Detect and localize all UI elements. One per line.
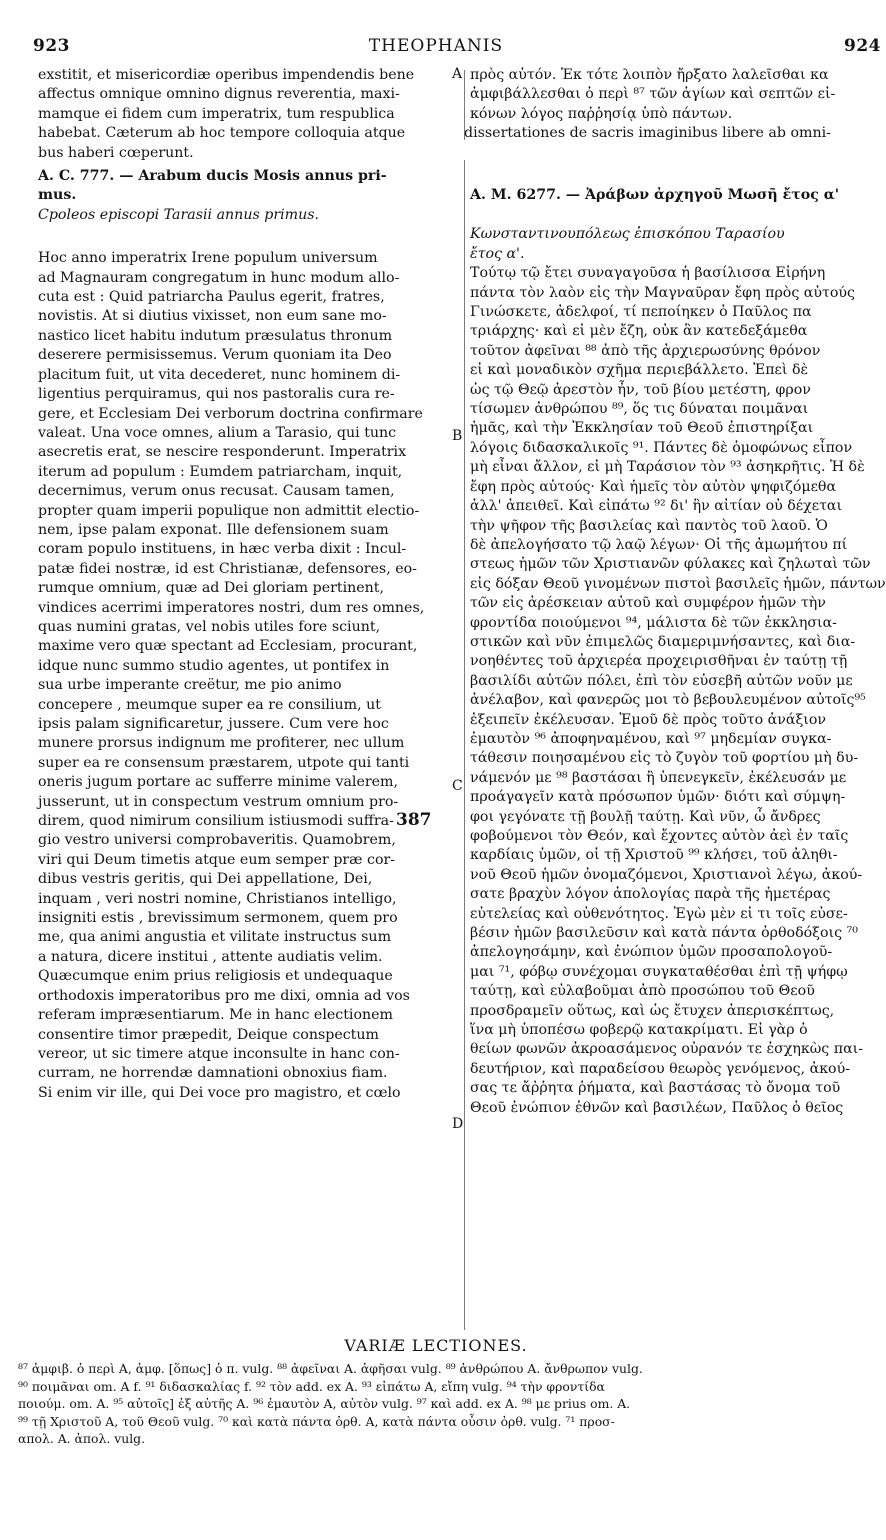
variant-readings [18,1360,872,1448]
latin-body-line: a natura, dicere institui , attente audiatis velim. [38,948,383,965]
latin-body-line: munere prorsus indignum me profiterer, nec ullum [38,735,405,752]
latin-body-line: nem, ipse palam exponat. Ille defensionem suam [38,521,389,538]
greek-body-line: ἐμαυτὸν ⁹⁶ ἀποφηναμένου, καὶ ⁹⁷ μηδεμίαν συγκα- [470,730,832,747]
margin-marker-d: D [452,1116,464,1132]
latin-line: habebat. Cæterum ab hoc tempore colloquia atque [38,125,406,142]
greek-body-line: τοῦτον ἀφεῖναι ⁸⁸ ἀπὸ τῆς ἀρχιερωσύνης θρόνον [470,342,821,359]
greek-line: ἀμφιβάλλεσθαι ὁ περὶ ⁸⁷ τῶν ἁγίων καὶ σεπτῶν εἰ- [470,86,836,103]
latin-body-line: maxime vero quæ spectant ad Ecclesiam, procurant, [38,638,418,655]
latin-body-line: me, qua animi angustia et vilitate instructus sum [38,929,392,946]
greek-body-line: δὲ ἀπελογήσατο τῷ λαῷ λέγων· Οἱ τῆς ἀμωμήτου πί [470,536,848,553]
greek-body-line: τριάρχης· καὶ εἰ μὲν ἔζη, οὐκ ἂν κατεδεξάμεθα [470,323,808,340]
greek-body-line: βέσιν ἡμῶν βασιλεῦσιν καὶ κατὰ πάντα ὀρθοδόξοις ⁷⁰ [470,925,858,942]
latin-line: bus haberi cœperunt. [38,144,194,161]
latin-year-heading-cont: mus. [38,187,77,204]
greek-body-line: νοηθέντες τοῦ ἀρχιερέα προχειρισθῆναι ἐν ταύτῃ τῇ [470,653,848,670]
greek-body-line: μαι ⁷¹, φόβῳ συνέχομαι συγκαταθέσθαι ἐπὶ τῇ ψήφῳ [470,963,848,980]
latin-line: affectus omnique omnino dignus reverentia, maxi- [38,86,400,103]
latin-body-line: curram, ne horrendæ damnationi obnoxius fiam. [38,1065,388,1082]
greek-body-line: νοῦ Θεοῦ ἡμῶν ὀνομαζόμενοι, Χριστιανοὶ λέγω, ἀκού- [470,866,863,883]
greek-body-line: ὡς τῷ Θεῷ ἀρεστὸν ἦν, τοῦ βίου μετέστη, φρον [470,381,811,398]
greek-body-line: δευτήριον, καὶ παραδείσου θεωρὸς γενόμενος, ἀκού- [470,1060,851,1077]
page-header [0,36,881,58]
full-width-line: dissertationes de sacris imaginibus libere ab omni- [464,125,831,141]
latin-body-line: Hoc anno imperatrix Irene populum universum [38,250,378,267]
greek-body-line: βασιλίδι αὐτῶν πόλει, ἐπὶ τὸν εὐσεβῆ αὐτῶν νοῦν με [470,672,853,689]
latin-body-line: concepere , meumque super ea re consilium, ut [38,696,381,713]
greek-body-line: μὴ εἶναι ἄλλον, εἰ μὴ Ταράσιον τὸν ⁹³ ἀσηκρῆτις. Ἡ δὲ [470,459,865,476]
greek-body-line: εἰ καὶ μοναδικὸν σχῆμα περιεβάλλετο. Ἐπεὶ δὲ [470,362,809,379]
greek-body-line: σας τε ἄῤῥητα ῥήματα, καὶ βαστάσας τὸ ὄνομα τοῦ [470,1080,841,1097]
variant-line: ποιούμ. om. A. ⁹⁵ αὐτοῖς] ἐξ αὐτῆς A. ⁹⁶ ἐμαυτὸν A, αὐτὸν vulg. ⁹⁷ καὶ add. ex A. ⁹⁸ με prius om. A. [18,1396,631,1411]
greek-body-line: ἀπελογησάμην, καὶ ἐνώπιον ὑμῶν προσαπολογοῦ- [470,944,833,961]
greek-body-line: θείων φωνῶν ἀκροασάμενος οὐρανόν τε ἐσχηκὼς παι- [470,1041,864,1058]
greek-line: κόνων λόγος παῤῥησίᾳ ὑπὸ πάντων. [470,105,733,122]
greek-body-line: ταύτῃ, καὶ εὐλαβοῦμαι ἀπὸ προσώπου τοῦ Θεοῦ [470,983,815,1000]
greek-body-line: ἐξειπεῖν ἐκέλευσαν. Ἐμοῦ δὲ πρὸς τοῦτο ἀνάξιον [470,711,826,728]
latin-body-line: referam impræsentiarum. Me in hanc electionem [38,1007,393,1024]
margin-marker-c: C [452,778,463,794]
latin-body-line: ad Magnauram congregatum in hunc modum allo- [38,269,400,286]
greek-episcopate-heading-cont: ἔτος α'. [470,245,525,262]
greek-body-line: ἀλλ' ἀπειθεῖ. Καὶ εἰπάτω ⁹² δι' ἣν αἰτίαν οὐ δέχεται [470,498,843,515]
latin-line: mamque ei fidem cum imperatrix, tum respublica [38,105,395,122]
greek-body-line: σατε βραχὺν λόγον ἀπολογίας παρὰ τῆς ἡμετέρας [470,886,831,903]
page-reference-number: 387 [396,810,432,830]
greek-body-line: προσδραμεῖν οὕτως, καὶ ὡς ἔτυχεν ἀπερισκέπτως, [470,1002,835,1019]
greek-body-line: Θεοῦ ἐνώπιον ἐθνῶν καὶ βασιλέων, Παῦλος ὁ θεῖος [470,1099,844,1116]
latin-body-line: vereor, ut sic timere atque inconsulte in hanc con- [38,1045,400,1062]
latin-body-line: jusserunt, ut in conspectum vestrum omnium pro- [38,793,399,810]
latin-episcopate-heading: Cpoleos episcopi Tarasii annus primus. [38,206,320,223]
left-page-number: 923 [33,36,70,56]
latin-body-line: cuta est : Quid patriarcha Paulus egerit, fratres, [38,289,385,306]
latin-body-line: patæ fidei nostræ, id est Christianæ, defensores, eo- [38,560,417,577]
latin-body-line: coram populo instituens, in hæc verba dixit : Incul- [38,541,407,558]
latin-body-line: inquam , veri nostri nomine, Christianos intelligo, [38,890,397,907]
variant-line: ⁸⁷ ἀμφιβ. ὁ περὶ A, ἀμφ. [ὅπως] ὁ π. vulg. ⁸⁸ ἀφεῖναι A. ἀφῆσαι vulg. ⁸⁹ ἀνθρώπου A. ἄνθρωπον vulg. [18,1361,643,1376]
latin-body-line: propter quam imperii populique non admittit electio- [38,502,420,519]
greek-body-line: τῶν εἰς ἀρέσκειαν αὐτοῦ καὶ συμφέρον ἡμῶν τὴν [470,595,826,612]
variant-line: απολ. A. ἀπολ. vulg. [18,1431,146,1446]
latin-body-line: asecretis erat, se nescire responderunt. Imperatrix [38,444,407,461]
greek-column-lower [470,182,886,1118]
greek-body-line: εἰς δόξαν Θεοῦ γινομένων πιστοὶ βασιλεῖς ἡμῶν, πάντων [470,575,886,592]
greek-body-line: εὐτελείας καὶ οὐθενότητος. Ἐγὼ μὲν εἰ τι τοῖς εὐσε- [470,905,848,922]
greek-body-line: πάντα τὸν λαὸν εἰς τὴν Μαγναῦραν ἔφη πρὸς αὐτούς [470,284,855,301]
greek-body-line: καρδίαις ὑμῶν, οἱ τῇ Χριστοῦ ⁹⁹ κλήσει, τοῦ ἀληθι- [470,847,838,864]
greek-year-heading: A. M. 6277. — Ἀράβων ἀρχηγοῦ Μωσῆ ἔτος α' [470,187,840,203]
latin-body-line: viri qui Deum timetis atque eum semper præ cor- [38,851,396,868]
latin-body-line: orthodoxis imperatoribus pro me dixi, omnia ad vos [38,987,410,1004]
greek-body-line: τάθεσιν ποιησαμένου εἰς τὸ ζυγὸν τοῦ φορτίου μὴ δυ- [470,750,859,767]
greek-body-line: φροντίδα ποιούμενοι ⁹⁴, μάλιστα δὲ τῶν ἐκκλησια- [470,614,837,631]
latin-body-line: idque nunc summo studio agentes, ut pontifex in [38,657,390,674]
latin-body-line: placitum fuit, ut vita decederet, nunc hominem di- [38,366,401,383]
greek-column [470,66,872,124]
variant-line: ⁹⁰ ποιμᾶναι om. A f. ⁹¹ διδασκαλίας f. ⁹² τὸν add. ex A. ⁹³ εἰπάτω A, εἴπη vulg. ⁹⁴ τὴν φροντίδα [18,1378,605,1394]
latin-body-line: nastico licet habitu indutum præsulatus thronum [38,327,393,344]
greek-body-line: ἡμᾶς, καὶ τὴν Ἐκκλησίαν τοῦ Θεοῦ ἐπιστηρίξαι [470,420,814,437]
latin-body-line: ipsis palam significaretur, jussere. Cum vere hoc [38,716,389,733]
greek-body-line: ἵνα μὴ ὑποπέσω φοβερῷ κατακρίματι. Εἰ γὰρ ὁ [470,1022,808,1039]
greek-episcopate-heading: Κωνσταντινουπόλεως ἐπισκόπου Ταρασίου [470,226,785,243]
greek-body-line: φοβούμενοι τὸν Θεόν, καὶ ἔχοντες αὐτὸν ἀεὶ ἐν ταῖς [470,828,849,844]
latin-body-line: Si enim vir ille, qui Dei voce pro magistro, et cœlo [38,1084,401,1101]
latin-body-line: vindices acerrimi imperatores nostri, dum res omnes, [38,599,425,616]
latin-body-line: sua urbe imperante creëtur, me pio animo [38,677,342,694]
greek-body-line: στεως ἡμῶν τῶν Χριστιανῶν φύλακες καὶ ζηλωταὶ τῶν [470,556,871,573]
greek-body [470,264,886,1118]
latin-body-line: ligentius perquiramus, qui nos pastoralis cura re- [38,386,395,403]
latin-body-line: insigniti estis , brevissimum sermonem, quem pro [38,910,398,927]
latin-body-line: oneris jugum portare ac sufferre minime valerem, [38,774,399,791]
greek-body-line: λόγοις διδασκαλικοῖς ⁹¹. Πάντες δὲ ὁμοφώνως εἶπον [470,439,853,456]
running-title: THEOPHANIS [368,36,504,56]
latin-year-heading: A. C. 777. — Arabum ducis Mosis annus pri- [38,168,387,185]
latin-body-line: decernimus, verum onus recusat. Causam tamen, [38,483,395,500]
latin-body-line: gere, et Ecclesiam Dei verborum doctrina confirmare [38,405,423,422]
latin-body-line: deserere permisissemus. Verum quoniam ita Deo [38,347,392,364]
greek-body-line: Τούτῳ τῷ ἔτει συναγαγοῦσα ἡ βασίλισσα Εἰρήνη [470,265,826,282]
greek-body-line: νάμενόν με ⁹⁸ βαστάσαι ἢ ὑπενεγκεῖν, ἐκέλευσάν με [470,769,847,786]
latin-body-line: iterum ad populum : Eumdem patriarcham, inquit, [38,463,403,480]
margin-marker-b: B [452,428,463,444]
margin-marker-a: A [452,66,463,82]
latin-body-line: Quæcumque enim prius religiosis et undequaque [38,968,393,985]
variant-line: ⁹⁹ τῇ Χριστοῦ A, τοῦ Θεοῦ vulg. ⁷⁰ καὶ κατὰ πάντα ὀρθ. A, κατὰ πάντα οὖσιν ὀρθ. vulg. ⁷¹ προσ- [18,1413,615,1429]
latin-body-line: consentire timor præpedit, Deique conspectum [38,1026,379,1043]
greek-body-line: στικῶν καὶ νῦν ἐπιμελῶς διαμεριμνήσαντες, καὶ δια- [470,633,856,650]
latin-column [38,66,458,1103]
latin-body-line: novistis. At si diutius vixisset, non eum sane mo- [38,308,387,325]
latin-body-line: direm, quod nimirum consilium istiusmodi suffra- [38,813,394,830]
latin-body [38,249,458,1103]
latin-line: exstitit, et misericordiæ operibus impendendis bene [38,67,415,83]
column-divider-main [464,160,465,1330]
latin-body-line: rumque omnium, quæ ad Dei gloriam pertinent, [38,580,384,597]
latin-body-line: dibus vestris geritis, qui Dei appellatione, Dei, [38,871,373,888]
greek-body-line: προάγαγεῖν κατὰ πρόσωπον ὑμῶν· διότι καὶ σύμψη- [470,789,846,806]
latin-body-line: quas numini gratas, vel nobis utiles fore sciunt, [38,618,381,635]
greek-body-line: φοι γεγόνατε τῇ βουλῇ ταύτῃ. Καὶ νῦν, ὦ ἄνδρες [470,808,821,825]
greek-body-line: ἀνέλαβον, καὶ φανερῶς μοι τὸ βεβουλευμένον αὐτοῖς⁹⁵ [470,692,866,709]
latin-body-line: super ea re consensum præstarem, utpote qui tanti [38,754,410,771]
greek-body-line: τὴν ψῆφον τῆς βασιλείας καὶ παντὸς τοῦ λαοῦ. Ὁ [470,517,828,534]
latin-body-line: gio vestro universi comprobaveritis. Quamobrem, [38,832,396,849]
greek-body-line: Γινώσκετε, ἀδελφοί, τί πεποίηκεν ὁ Παῦλος πα [470,304,812,321]
greek-line: πρὸς αὐτόν. Ἐκ τότε λοιπὸν ἤρξατο λαλεῖσθαι κα [470,67,829,83]
greek-body-line: τίσωμεν ἀνθρώπου ⁸⁹, ὅς τις δύναται ποιμᾶναι [470,401,809,418]
variants-title: VARIÆ LECTIONES. [344,1336,528,1355]
latin-body-line: valeat. Una voce omnes, alium a Tarasio, qui tunc [38,424,397,441]
right-page-number: 924 [844,36,881,56]
greek-body-line: ἔφη πρὸς αὐτούς· Καὶ ἡμεῖς τὸν αὐτὸν ψηφιζόμεθα [470,478,837,495]
